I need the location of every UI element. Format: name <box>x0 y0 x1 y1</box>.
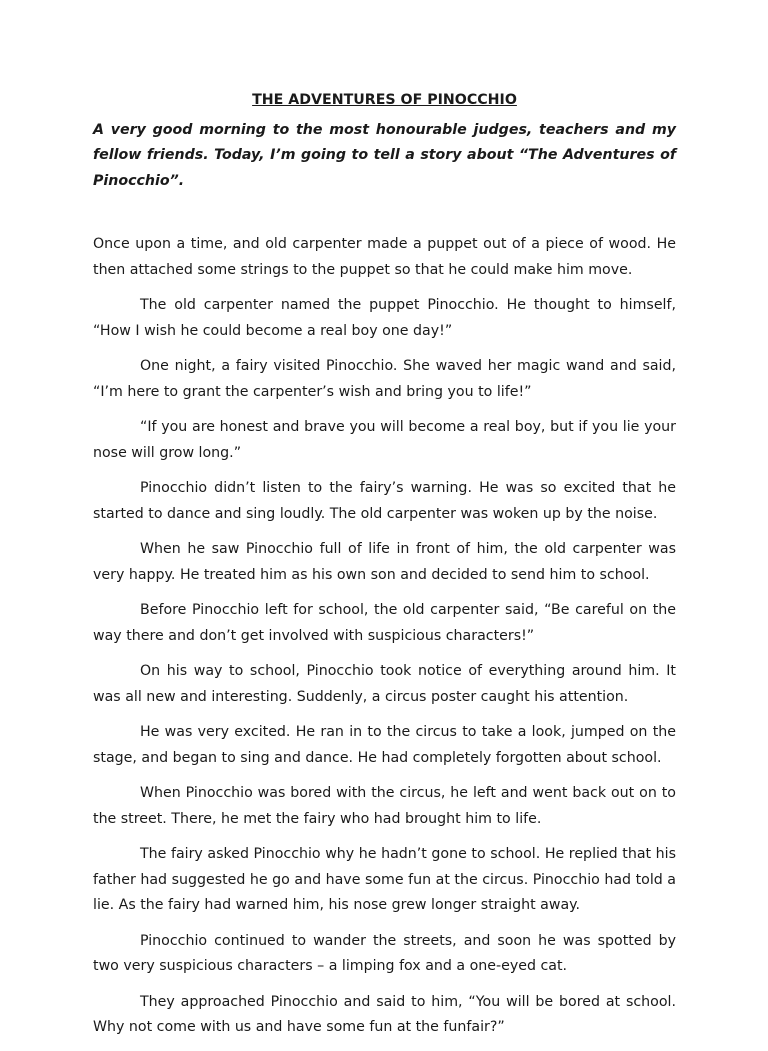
intro-paragraph: A very good morning to the most honourable judges, teachers and my fellow friends. Today, I’m going to tell a story about “The Adventures of Pinocchio”. <box>93 121 676 189</box>
story-paragraph-7: Before Pinocchio left for school, the old carpenter said, “Be careful on the way there and don’t get involved with suspicious characters!” <box>93 602 676 644</box>
story-paragraph-11: The fairy asked Pinocchio why he hadn’t gone to school. He replied that his father had suggested he go and have some fun at the circus. Pinocchio had told a lie. As the fairy had warned him, his nose grew longer straight away. <box>93 846 676 913</box>
story-paragraph-13: They approached Pinocchio and said to him, “You will be bored at school. Why not come with us and have some fun at the funfair?” <box>93 993 676 1035</box>
story-paragraph-6: When he saw Pinocchio full of life in front of him, the old carpenter was very happy. He treated him as his own son and decided to send him to school. <box>93 541 676 583</box>
story-paragraph-8: On his way to school, Pinocchio took notice of everything around him. It was all new and interesting. Suddenly, a circus poster caught his attention. <box>93 663 676 705</box>
story-paragraph-2: The old carpenter named the puppet Pinocchio. He thought to himself, “How I wish he could become a real boy one day!” <box>93 297 676 339</box>
document-title: THE ADVENTURES OF PINOCCHIO <box>252 92 517 108</box>
story-paragraph-1: Once upon a time, and old carpenter made a puppet out of a piece of wood. He then attached some strings to the puppet so that he could make him move. <box>93 236 676 278</box>
story-paragraph-4: “If you are honest and brave you will become a real boy, but if you lie your nose will grow long.” <box>93 419 676 461</box>
story-paragraph-10: When Pinocchio was bored with the circus, he left and went back out on to the street. There, he met the fairy who had brought him to life. <box>93 785 676 827</box>
story-paragraph-12: Pinocchio continued to wander the streets, and soon he was spotted by two very suspicious characters – a limping fox and a one-eyed cat. <box>93 932 676 974</box>
story-paragraph-9: He was very excited. He ran in to the circus to take a look, jumped on the stage, and began to sing and dance. He had completely forgotten about school. <box>93 724 676 766</box>
story-paragraph-3: One night, a fairy visited Pinocchio. She waved her magic wand and said, “I’m here to grant the carpenter’s wish and bring you to life!” <box>93 358 676 400</box>
document-page <box>93 88 676 1051</box>
story-paragraph-5: Pinocchio didn’t listen to the fairy’s warning. He was so excited that he started to dance and sing loudly. The old carpenter was woken up by the noise. <box>93 480 676 522</box>
